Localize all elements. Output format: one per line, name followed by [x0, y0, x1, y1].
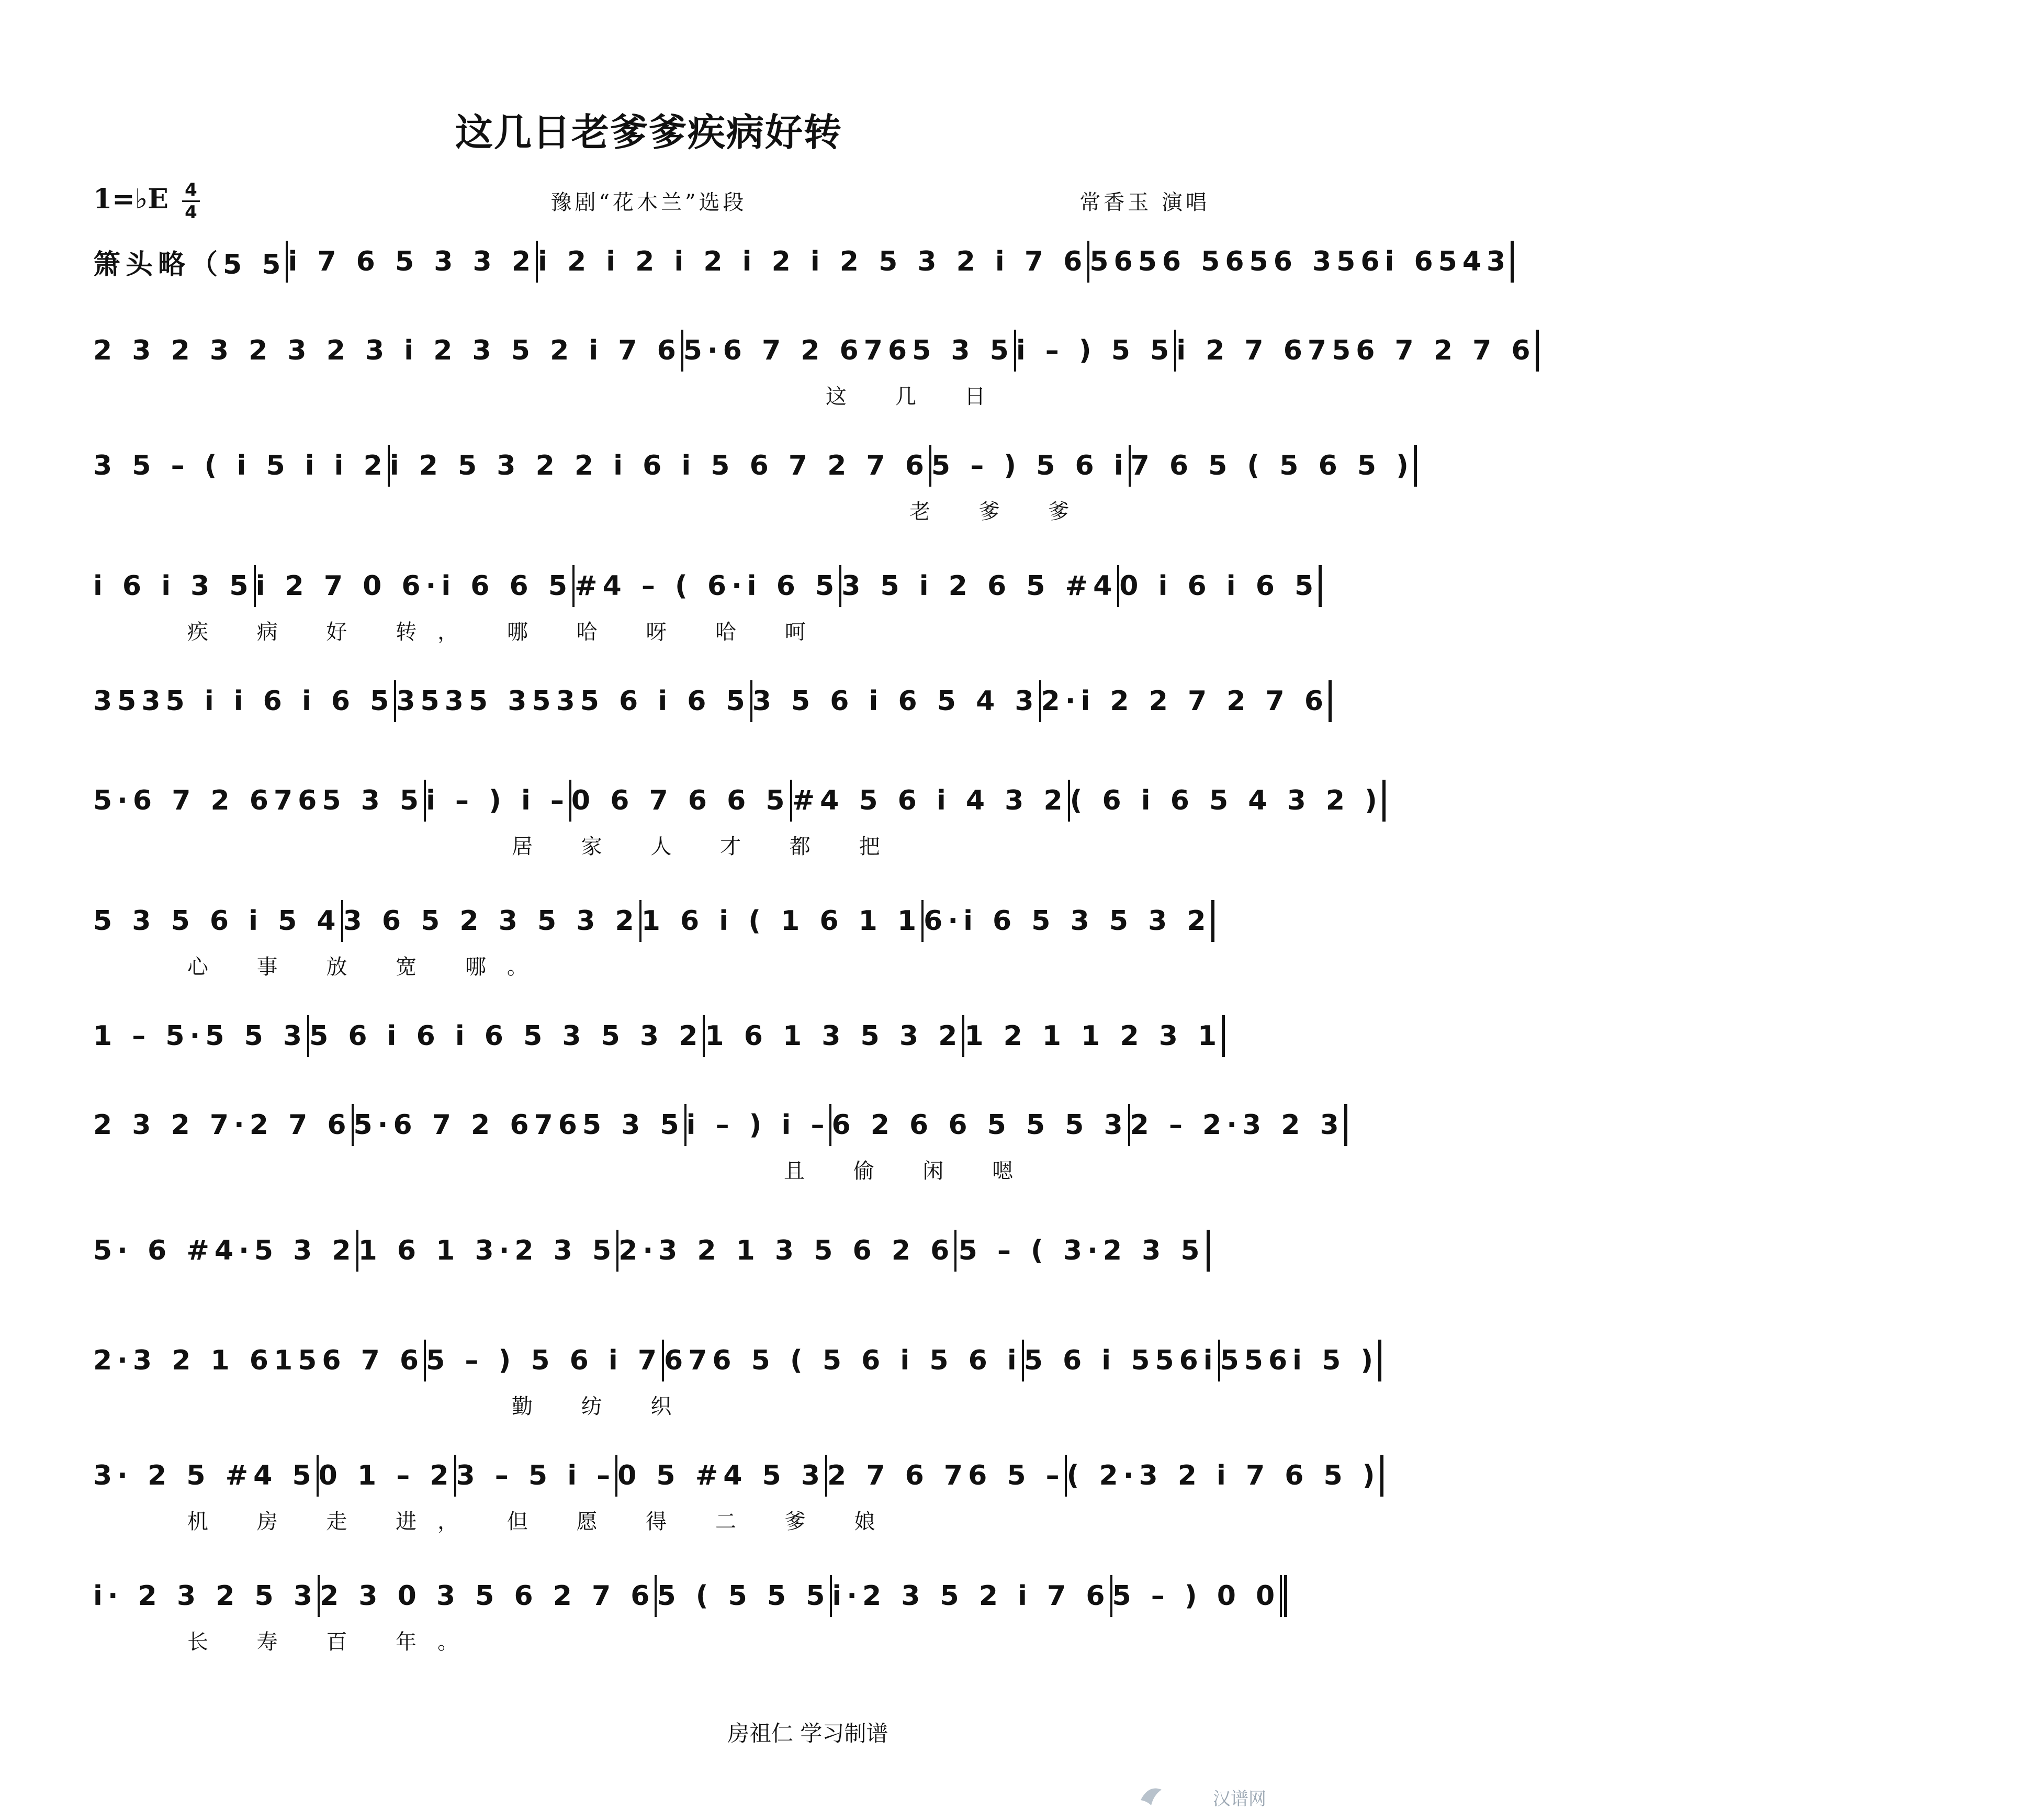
notation-line: [93, 1104, 1344, 1146]
measure: i 2 i 2 i 2 i 2 i 2 5 3 2 i 7 6: [538, 246, 1088, 277]
measure: 5 3 5 6 i 5 4: [93, 905, 341, 937]
barline: [1382, 780, 1386, 822]
measure: 1 6 1 3 5 3 2: [705, 1020, 963, 1052]
measure: #4 5 6 i 4 3 2: [792, 785, 1068, 816]
measure: i 6 i 3 5: [93, 570, 254, 602]
credit: 房祖仁 学习制谱: [727, 1721, 888, 1746]
notation-line: [93, 1340, 1379, 1381]
barline: [1380, 1455, 1383, 1497]
notation-line: [93, 900, 1210, 942]
barline: [1536, 330, 1539, 372]
measure: 676 5 ( 5 6 i 5 6 i: [664, 1345, 1022, 1376]
measure: 5 ( 5 5 5: [657, 1580, 830, 1612]
barline: [1207, 1230, 1210, 1272]
measure: 1 6 i ( 1 6 1 1: [641, 905, 922, 937]
barline: [1319, 565, 1322, 607]
notation-line: [93, 1575, 1280, 1617]
measure: 2 7 6 76 5 –: [827, 1460, 1065, 1491]
measure: 箫头略（5 5: [93, 249, 286, 280]
measure: 6·i 6 5 3 5 3 2: [924, 905, 1211, 937]
measure: i· 2 3 2 5 3: [93, 1580, 318, 1612]
notation-line: [93, 780, 1382, 822]
measure: 3 5 – ( i 5 i i 2: [93, 450, 388, 481]
measure: 5656 5656 356i 6543: [1089, 246, 1511, 277]
watermark: 汉谱网: [1213, 1789, 1266, 1810]
measure: 2·i 2 2 7 2 7 6: [1041, 686, 1329, 717]
notation-line: [93, 680, 1329, 722]
measure: 5 – ) 5 6 i 7: [426, 1345, 662, 1376]
measure: i 2 7 0 6·i 6 6 5: [255, 570, 573, 602]
song-title: 这几日老爹爹疾病好转: [455, 110, 842, 154]
notation-line: [93, 445, 1414, 487]
barline: [1511, 241, 1514, 283]
notation-line: [93, 241, 1511, 283]
final-barline: [1280, 1575, 1287, 1617]
measure: 5·6 7 2 6765 3 5: [93, 785, 424, 816]
barline: [1329, 680, 1332, 722]
measure: i – ) 5 5: [1016, 335, 1175, 366]
measure: 3 5 6 i 6 5 4 3: [752, 686, 1039, 717]
lyrics-line: 居 家 人 才 都 把: [512, 835, 901, 859]
lyrics-line: 疾 病 好 转， 哪 哈 呀 哈 呵: [187, 620, 827, 644]
measure: 3535 3535 6 i 6 5: [396, 686, 750, 717]
notation-line: [93, 565, 1319, 607]
measure: 3535 i i 6 i 6 5: [93, 686, 395, 717]
notation-line: [93, 1230, 1210, 1272]
measure: 0 i 6 i 6 5: [1119, 570, 1319, 602]
measure: 3 – 5 i –: [456, 1460, 616, 1491]
measure: i – ) i –: [426, 785, 569, 816]
measure: 1 2 1 1 2 3 1: [964, 1020, 1222, 1052]
measure: 556i 5 ): [1220, 1345, 1379, 1376]
measure: 0 1 – 2: [318, 1460, 454, 1491]
meter-top: 4: [185, 179, 197, 200]
lyrics-line: 长 寿 百 年。: [187, 1630, 480, 1654]
measure: 2 3 2 3 2 3 2 3 i 2 3 5 2 i 7 6: [93, 335, 681, 366]
measure: i 7 6 5 3 3 2: [288, 246, 536, 277]
key-signature: 1=♭E: [93, 183, 168, 215]
measure: 5·6 7 2 6765 3 5: [683, 335, 1014, 366]
notation-line: [93, 1455, 1380, 1497]
measure: 6 2 6 6 5 5 5 3: [831, 1109, 1128, 1141]
measure: 5 6 i 556i: [1023, 1345, 1218, 1376]
measure: ( 6 i 6 5 4 3 2 ): [1070, 785, 1382, 816]
measure: #4 – ( 6·i 6 5: [575, 570, 840, 602]
barline: [1211, 900, 1214, 942]
notation-line: [93, 330, 1536, 372]
lyrics-line: 机 房 走 进， 但 愿 得 二 爹 娘: [187, 1510, 896, 1534]
measure: 5·6 7 2 6765 3 5: [353, 1109, 684, 1141]
measure: 3 6 5 2 3 5 3 2: [343, 905, 639, 937]
measure: 5 – ( 3·2 3 5: [958, 1235, 1205, 1266]
measure: i – ) i –: [686, 1109, 830, 1141]
performer: 常香玉 演唱: [1079, 190, 1210, 215]
barline: [1222, 1015, 1225, 1057]
measure: i·2 3 5 2 i 7 6: [832, 1580, 1110, 1612]
lyrics-line: 勤 纺 织: [512, 1395, 693, 1419]
subtitle: 豫剧“花木兰”选段: [550, 190, 747, 215]
lyrics-line: 老 爹 爹: [909, 500, 1090, 524]
watermark-logo-icon: [1135, 1779, 1167, 1811]
meter-bottom: 4: [185, 202, 197, 223]
notation-line: [93, 1015, 1222, 1057]
measure: 0 6 7 6 6 5: [571, 785, 790, 816]
measure: 2 – 2·3 2 3: [1130, 1109, 1344, 1141]
measure: 2 3 0 3 5 6 2 7 6: [320, 1580, 655, 1612]
measure: 2 3 2 7·2 7 6: [93, 1109, 352, 1141]
measure: 1 6 1 3·2 3 5: [358, 1235, 617, 1266]
measure: i 2 7 6756 7 2 7 6: [1176, 335, 1536, 366]
measure: 0 5 #4 5 3: [617, 1460, 826, 1491]
barline: [1344, 1104, 1347, 1146]
measure: ( 2·3 2 i 7 6 5 ): [1066, 1460, 1380, 1491]
measure: 5 6 i 6 i 6 5 3 5 3 2: [309, 1020, 703, 1052]
measure: 5 – ) 0 0: [1112, 1580, 1280, 1612]
measure: i 2 5 3 2 2 i 6 i 5 6 7 2 7 6: [389, 450, 929, 481]
lyrics-line: 这 几 日: [826, 385, 1007, 409]
barline: [1378, 1340, 1381, 1381]
lyrics-line: 心 事 放 宽 哪。: [187, 955, 549, 979]
barline: [1414, 445, 1417, 487]
measure: 2·3 2 1 3 5 6 2 6: [618, 1235, 955, 1266]
measure: 2·3 2 1 6156 7 6: [93, 1345, 424, 1376]
measure: 1 – 5·5 5 3: [93, 1020, 308, 1052]
lyrics-line: 且 偷 闲 嗯: [784, 1159, 1034, 1183]
measure: 7 6 5 ( 5 6 5 ): [1130, 450, 1414, 481]
measure: 5· 6 #4·5 3 2: [93, 1235, 356, 1266]
measure: 3 5 i 2 6 5 #4: [841, 570, 1118, 602]
measure: 5 – ) 5 6 i: [931, 450, 1129, 481]
measure: 3· 2 5 #4 5: [93, 1460, 317, 1491]
